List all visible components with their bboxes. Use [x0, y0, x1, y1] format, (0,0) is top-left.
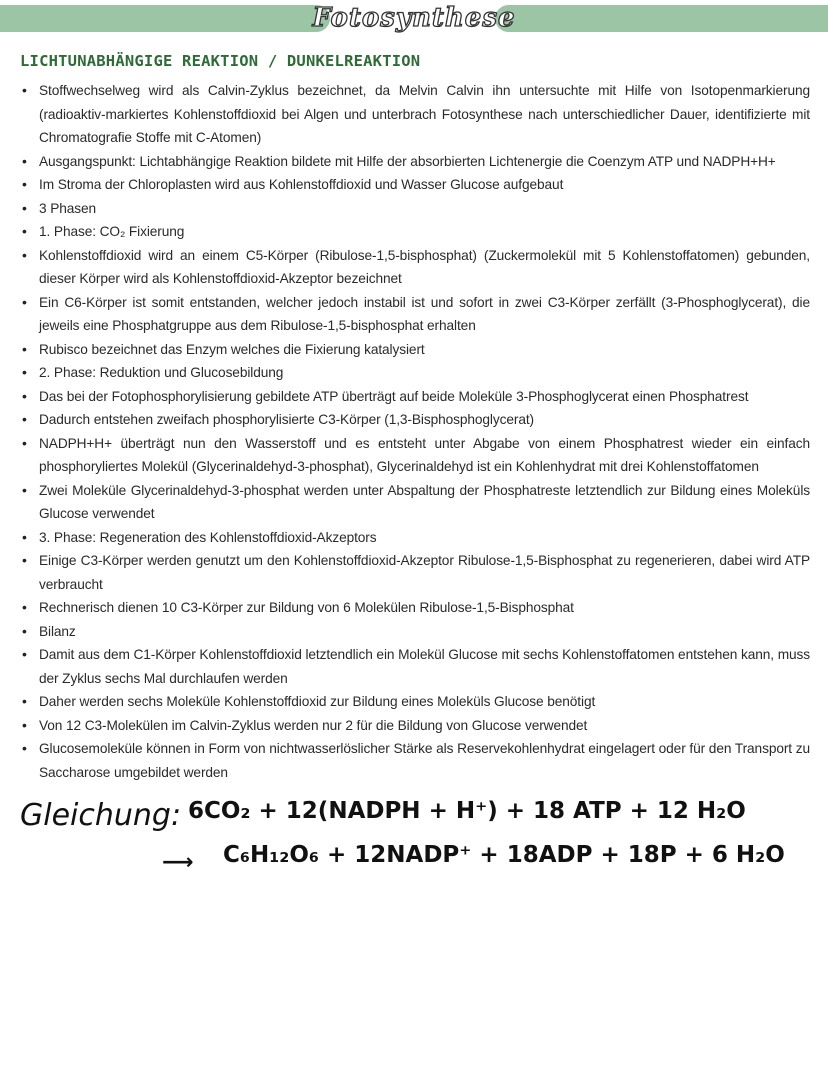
- list-item: • NADPH+H+ überträgt nun den Wasserstoff und es entsteht unter Abgabe von einem Phosphatrest wieder ein einfach phosphoryliertes Molekül (Glycerinaldehyd-3-phosphat), Glycerinaldehyd ist ein Kohlenhydrat mit drei Kohlenstoffatomen: [20, 432, 810, 479]
- page-title: Fotosynthese: [312, 3, 516, 33]
- list-item: • 1. Phase: CO₂ Fixierung: [20, 220, 810, 244]
- title-banner-left: [0, 5, 330, 32]
- list-item: • Von 12 C3-Molekülen im Calvin-Zyklus werden nur 2 für die Bildung von Glucose verwendet: [20, 714, 810, 738]
- bullet-list: [20, 79, 810, 784]
- equation-products: C₆H₁₂O₆ + 12NADP⁺ + 18ADP + 18P + 6 H₂O: [223, 842, 785, 868]
- section-heading: LICHTUNABHÄNGIGE REAKTION / DUNKELREAKTION: [20, 52, 421, 70]
- list-item: • Damit aus dem C1-Körper Kohlenstoffdioxid letztendlich ein Molekül Glucose mit sechs Kohlenstoffatomen entstehen kann, muss der Zyklus sechs Mal durchlaufen werden: [20, 643, 810, 690]
- list-item: • Im Stroma der Chloroplasten wird aus Kohlenstoffdioxid und Wasser Glucose aufgebaut: [20, 173, 810, 197]
- list-item: • Einige C3-Körper werden genutzt um den Kohlenstoffdioxid-Akzeptor Ribulose-1,5-Bisphosphat zu regenerieren, dabei wird ATP verbraucht: [20, 549, 810, 596]
- list-item: • Das bei der Fotophosphorylisierung gebildete ATP überträgt auf beide Moleküle 3-Phosphoglycerat einen Phosphatrest: [20, 385, 810, 409]
- list-item: • Dadurch entstehen zweifach phosphorylisierte C3-Körper (1,3-Bisphosphoglycerat): [20, 408, 810, 432]
- list-item: • Rechnerisch dienen 10 C3-Körper zur Bildung von 6 Molekülen Ribulose-1,5-Bisphosphat: [20, 596, 810, 620]
- list-item: • Daher werden sechs Moleküle Kohlenstoffdioxid zur Bildung eines Moleküls Glucose benötigt: [20, 690, 810, 714]
- list-item: • Zwei Moleküle Glycerinaldehyd-3-phosphat werden unter Abspaltung der Phosphatreste letztendlich zur Bildung eines Moleküls Glucose verwendet: [20, 479, 810, 526]
- list-item: • Kohlenstoffdioxid wird an einem C5-Körper (Ribulose-1,5-bisphosphat) (Zuckermolekül mit 5 Kohlenstoffatomen) gebunden, dieser Körper wird als Kohlenstoffdioxid-Akzeptor bezeichnet: [20, 244, 810, 291]
- equation-label: Gleichung:: [20, 798, 182, 833]
- reaction-arrow-icon: ⟶: [162, 850, 194, 875]
- list-item: • Glucosemoleküle können in Form von nichtwasserlöslicher Stärke als Reservekohlenhydrat eingelagert oder für den Transport zu Saccharose umgebildet werden: [20, 737, 810, 784]
- list-item: • Stoffwechselweg wird als Calvin-Zyklus bezeichnet, da Melvin Calvin ihn untersuchte mit Hilfe von Isotopenmarkierung (radioaktiv-markiertes Kohlenstoffdioxid bei Algen und unterbrach Fotosynthese nach unterschiedlicher Dauer, identifizierte mit Chromatografie Stoffe mit C-Atomen): [20, 79, 810, 150]
- list-item: • 2. Phase: Reduktion und Glucosebildung: [20, 361, 810, 385]
- list-item: • Ein C6-Körper ist somit entstanden, welcher jedoch instabil ist und sofort in zwei C3-Körper zerfällt (3-Phosphoglycerat), die jeweils eine Phosphatgruppe aus dem Ribulose-1,5-bisphosphat erhalten: [20, 291, 810, 338]
- title-banner-right: [495, 5, 828, 32]
- list-item: • Ausgangspunkt: Lichtabhängige Reaktion bildete mit Hilfe der absorbierten Lichtenergie die Coenzym ATP und NADPH+H+: [20, 150, 810, 174]
- list-item: • 3 Phasen: [20, 197, 810, 221]
- equation-reactants: 6CO₂ + 12(NADPH + H⁺) + 18 ATP + 12 H₂O: [188, 798, 746, 824]
- list-item: • 3. Phase: Regeneration des Kohlenstoffdioxid-Akzeptors: [20, 526, 810, 550]
- list-item: • Rubisco bezeichnet das Enzym welches die Fixierung katalysiert: [20, 338, 810, 362]
- list-item: • Bilanz: [20, 620, 810, 644]
